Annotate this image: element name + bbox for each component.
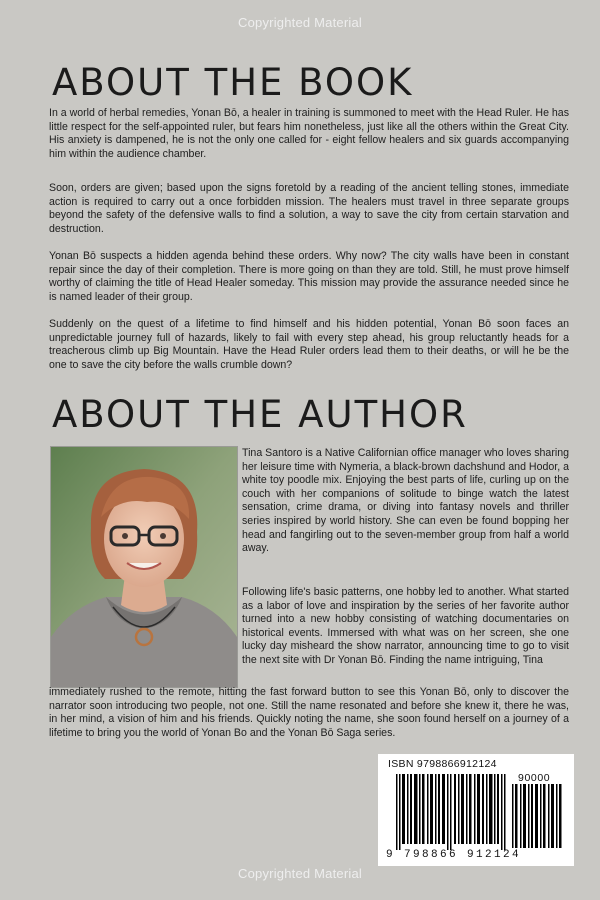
price-barcode-bars — [512, 784, 564, 848]
copyright-watermark-top: Copyrighted Material — [238, 15, 362, 30]
author-photo — [50, 446, 238, 688]
book-paragraph-2: Soon, orders are given; based upon the signs foretold by a reading of the ancient telling stones, immediate action is required to carry out a once forbidden mission. The healers must travel in three separate groups beyond the safety of the defensive walls to find a solution, a way to save the city from certain starvation and destruction. — [49, 182, 569, 235]
about-book-heading: ABOUT THE BOOK — [52, 61, 414, 104]
isbn-label: ISBN 9798866912124 — [388, 758, 497, 770]
about-author-heading: ABOUT THE AUTHOR — [52, 393, 468, 436]
copyright-watermark-bottom: Copyrighted Material — [238, 866, 362, 881]
author-bio-paragraph-2-end: immediately rushed to the remote, hitting the fast forward button to see this Yonan Bō, only to discover the narrator soon introducing two people, not one. Still the name resonated and before she knew it, there he was, in her mind, a vision of him and his friends. Quickly noting the name, she soon found herself on a journey of a lifetime to bring you the world of Yonan Bo and the Yonan Bō Saga series. — [49, 686, 569, 739]
book-paragraph-4: Suddenly on the quest of a lifetime to find himself and his hidden potential, Yonan Bō soon faces an unpredictable journey full of hazards, likely to fail with every step ahead, his group reluctantly heads for a treacherous climb up Big Mountain. Have the Head Ruler orders lead them to their deaths, or will he be the one to save the city before the walls crumble down? — [49, 318, 569, 371]
author-bio-paragraph-2-start: Following life's basic patterns, one hobby led to another. What started as a labor of love and inspiration by the series of her favorite author turned into a new hobby consisting of watching documentaries on historical events. Immersed with what was on her screen, she one lucky day misheard the show narrator, announcing time to go to visit the next site with Dr Yonan Bō. Finding the name intriguing, Tina — [242, 586, 569, 666]
ean-digits: 9 798866 912124 — [386, 849, 522, 861]
book-paragraph-1: In a world of herbal remedies, Yonan Bō, a healer in training is summoned to meet with the Head Ruler. He has little respect for the self-appointed ruler, but fears him nonetheless, just like all the others within the Great City. His anxiety is dampened, he is not the only one called for - eight fellow healers and six guards accompanying him within the audience chamber. — [49, 107, 569, 160]
book-paragraph-3: Yonan Bō suspects a hidden agenda behind these orders. Why now? The city walls have been in constant repair since the day of their completion. There is more going on than they are told. Still, he must prove himself worthy of claiming the title of Head Healer someday. This mission may provide the assurance needed since he is named leader of their group. — [49, 250, 569, 303]
author-bio-paragraph-1: Tina Santoro is a Native Californian office manager who loves sharing her leisure time with Nymeria, a black-brown dachshund and Hodor, a white toy poodle mix. Enjoying the best parts of life, curling up on the couch with her companions of solitude to binge watch the latest sensation, crime drama, or diving into fantasy novels and thriller series inspired by world history. She can even be found bopping her head and fangirling out to the seven-member group from half a world away. — [242, 447, 569, 555]
price-code: 90000 — [518, 772, 551, 784]
isbn-barcode — [378, 754, 574, 866]
ean-barcode-bars — [396, 774, 508, 850]
